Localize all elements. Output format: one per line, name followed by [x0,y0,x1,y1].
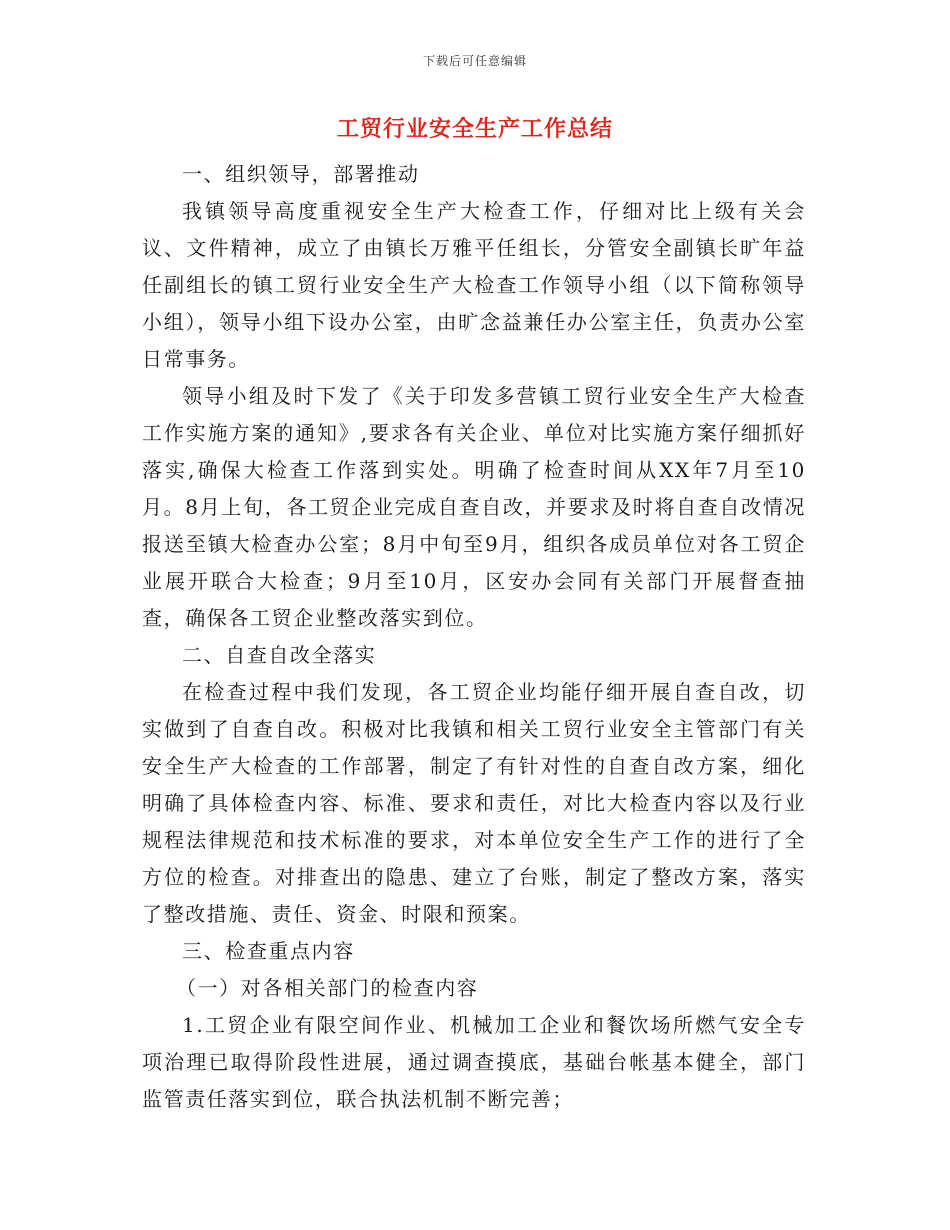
document-body [142,156,806,1118]
paragraph: 在检查过程中我们发现，各工贸企业均能仔细开展自查自改，切实做到了自查自改。积极对比我镇和相关工贸行业安全主管部门有关安全生产大检查的工作部署，制定了有针对性的自查自改方案，细化明确了具体检查内容、标准、要求和责任，对比大检查内容以及行业规程法律规范和技术标准的要求，对本单位安全生产工作的进行了全方位的检查。对排查出的隐患、建立了台账，制定了整改方案，落实了整改措施、责任、资金、时限和预案。 [142,680,806,926]
paragraph: 我镇领导高度重视安全生产大检查工作，仔细对比上级有关会议、文件精神，成立了由镇长万雅平任组长，分管安全副镇长旷年益任副组长的镇工贸行业安全生产大检查工作领导小组（以下简称领导小组），领导小组下设办公室，由旷念益兼任办公室主任，负责办公室日常事务。 [142,199,806,371]
document-title: 工贸行业安全生产工作总结 [336,116,613,142]
paragraph: 领导小组及时下发了《关于印发多营镇工贸行业安全生产大检查工作实施方案的通知》,要求各有关企业、单位对比实施方案仔细抓好落实,确保大检查工作落到实处。明确了检查时间从XX年7月至10月。8月上旬，各工贸企业完成自查自改，并要求及时将自查自改情况报送至镇大检查办公室；8月中旬至9月，组织各成员单位对各工贸企业展开联合大检查；9月至10月，区安办会同有关部门开展督查抽查，确保各工贸企业整改落实到位。 [142,384,806,630]
paragraph: 1.工贸企业有限空间作业、机械加工企业和餐饮场所燃气安全专项治理已取得阶段性进展，通过调查摸底，基础台帐基本健全，部门监管责任落实到位，联合执法机制不断完善； [142,1013,806,1111]
header-note: 下载后可任意编辑 [422,54,527,68]
section-heading-3: 三、检查重点内容 [182,939,355,963]
section-heading-2: 二、自查自改全落实 [182,643,377,667]
subsection-heading: （一）对各相关部门的检查内容 [176,976,479,1000]
section-heading-1: 一、组织领导，部署推动 [182,162,420,186]
